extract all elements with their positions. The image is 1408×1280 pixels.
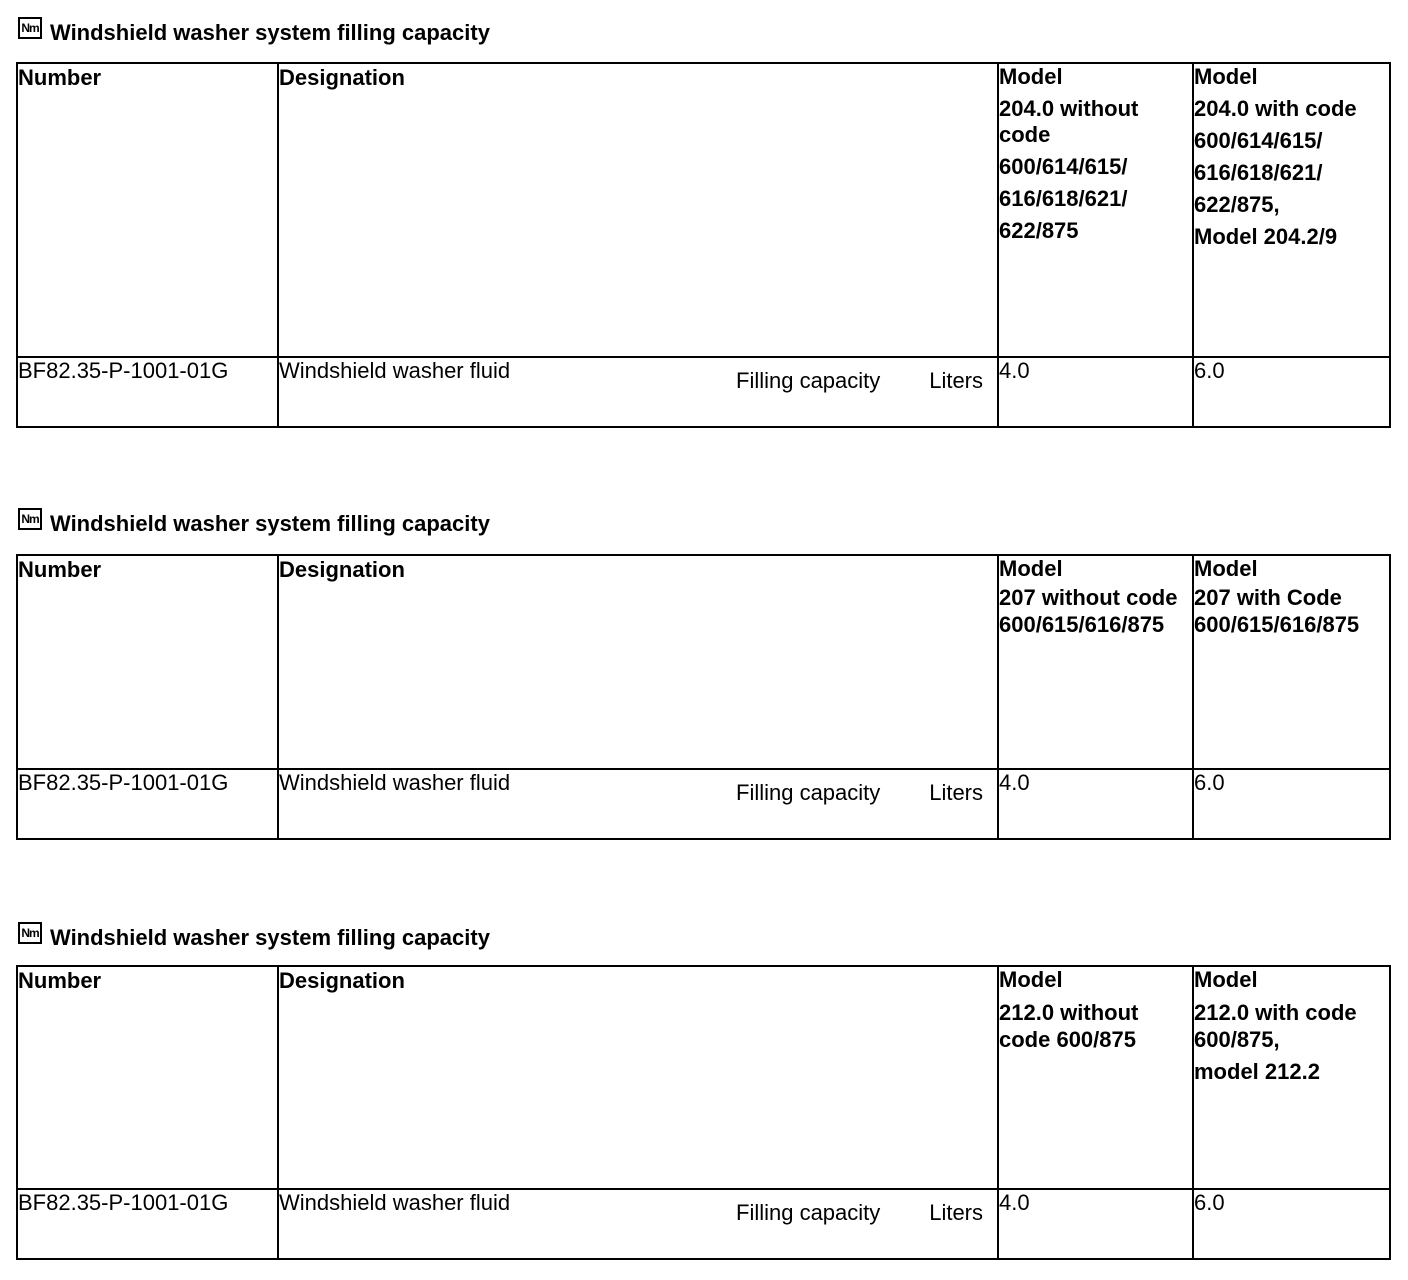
designation-text: Windshield washer fluid — [279, 770, 511, 795]
spec-table — [16, 62, 1391, 428]
quantity-label: Filling capacity — [736, 780, 881, 805]
spec-table — [16, 554, 1391, 840]
header-designation: Designation — [278, 966, 998, 1189]
designation-text: Windshield washer fluid — [279, 1190, 511, 1215]
model-code: 212.0 without code 600/875 — [999, 1000, 1139, 1052]
table-row — [17, 357, 1390, 427]
section-title-text: Windshield washer system filling capacity — [50, 925, 490, 950]
spec-table — [16, 965, 1391, 1260]
unit-label: Liters — [929, 1200, 983, 1225]
table-row — [17, 1189, 1390, 1259]
row-number: BF82.35-P-1001-01G — [17, 1189, 278, 1259]
model-code: 622/875 — [999, 218, 1079, 243]
table-row — [17, 769, 1390, 839]
model-label: Model — [1194, 967, 1258, 992]
model-code: model 212.2 — [1194, 1059, 1320, 1084]
model-code: 207 with Code 600/615/616/875 — [1194, 585, 1360, 637]
header-model-a — [998, 966, 1193, 1189]
value-a: 4.0 — [998, 769, 1193, 839]
section-title-text: Windshield washer system filling capacity — [50, 511, 490, 536]
row-number: BF82.35-P-1001-01G — [17, 769, 278, 839]
torque-nm-icon: Nm — [18, 508, 42, 530]
model-label: Model — [999, 556, 1063, 581]
quantity-label: Filling capacity — [736, 1200, 881, 1225]
header-model-a — [998, 63, 1193, 357]
model-code: 600/614/615/ — [1194, 128, 1323, 153]
model-code: 204.0 with code — [1194, 96, 1357, 121]
model-label: Model — [999, 967, 1063, 992]
value-a: 4.0 — [998, 357, 1193, 427]
model-code: 600/614/615/ — [999, 154, 1128, 179]
model-code: 616/618/621/ — [1194, 160, 1323, 185]
header-number: Number — [17, 966, 278, 1189]
header-number: Number — [17, 63, 278, 357]
section-title — [18, 923, 490, 953]
table-header-row — [17, 555, 1390, 769]
designation-text: Windshield washer fluid — [279, 358, 511, 383]
row-designation — [278, 1189, 998, 1259]
torque-nm-icon: Nm — [18, 922, 42, 944]
row-designation — [278, 769, 998, 839]
model-code: 204.0 without code — [999, 96, 1139, 147]
model-code: Model 204.2/9 — [1194, 224, 1338, 249]
value-b: 6.0 — [1193, 1189, 1390, 1259]
table-header-row — [17, 63, 1390, 357]
unit-label: Liters — [929, 780, 983, 805]
torque-nm-icon: Nm — [18, 17, 42, 39]
section-title — [18, 509, 490, 539]
model-code: 207 without code 600/615/616/875 — [999, 585, 1178, 637]
value-b: 6.0 — [1193, 357, 1390, 427]
section-title-text: Windshield washer system filling capacity — [50, 20, 490, 45]
value-a: 4.0 — [998, 1189, 1193, 1259]
header-designation: Designation — [278, 555, 998, 769]
row-number: BF82.35-P-1001-01G — [17, 357, 278, 427]
row-designation — [278, 357, 998, 427]
header-model-b — [1193, 966, 1390, 1189]
model-code: 212.0 with code 600/875, — [1194, 1000, 1357, 1052]
header-model-b — [1193, 555, 1390, 769]
model-label: Model — [999, 64, 1063, 89]
unit-label: Liters — [929, 368, 983, 393]
header-model-a — [998, 555, 1193, 769]
model-label: Model — [1194, 556, 1258, 581]
model-label: Model — [1194, 64, 1258, 89]
model-code: 622/875, — [1194, 192, 1280, 217]
value-b: 6.0 — [1193, 769, 1390, 839]
header-designation: Designation — [278, 63, 998, 357]
header-model-b — [1193, 63, 1390, 357]
model-code: 616/618/621/ — [999, 186, 1128, 211]
table-header-row — [17, 966, 1390, 1189]
quantity-label: Filling capacity — [736, 368, 881, 393]
section-title — [18, 18, 490, 48]
header-number: Number — [17, 555, 278, 769]
